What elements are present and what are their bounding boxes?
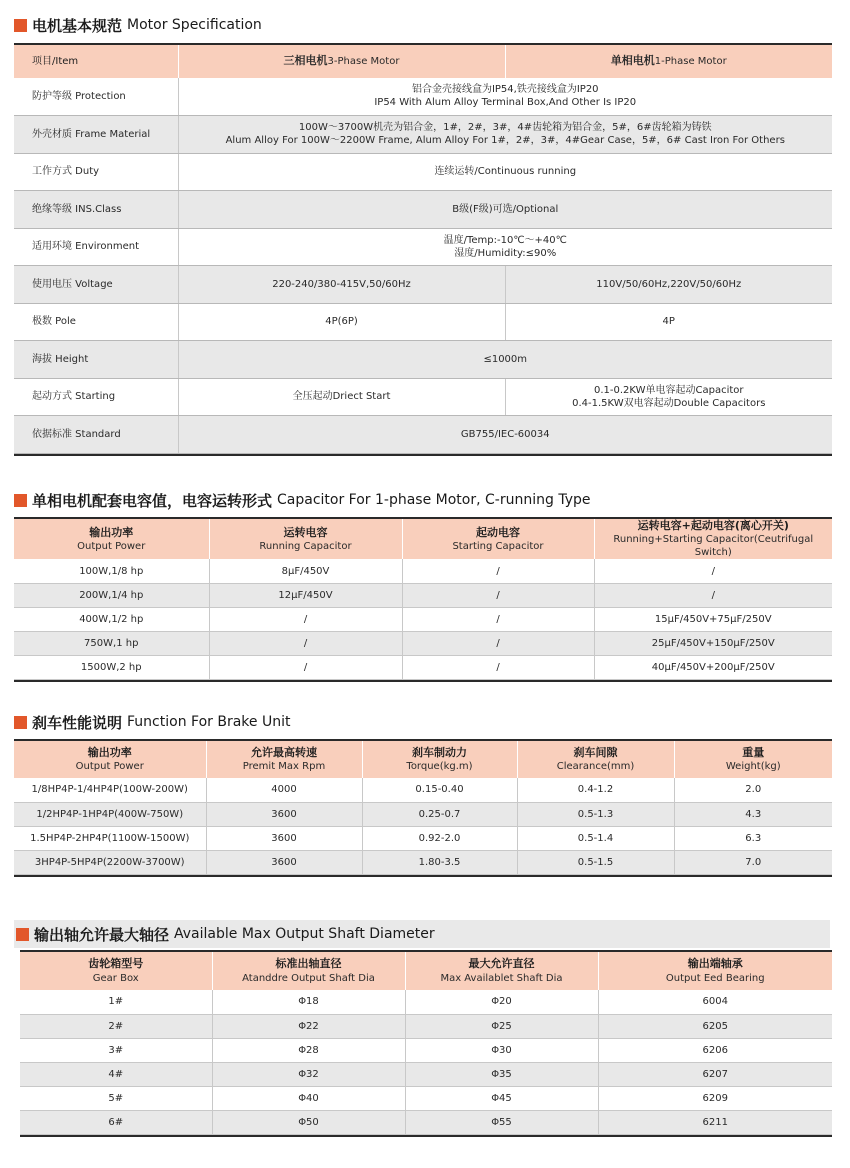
table-cell: Φ55 <box>405 1110 598 1134</box>
motor-spec-section <box>14 14 832 456</box>
row-value: 温度/Temp:-10℃～+40℃ 湿度/Humidity:≤90% <box>178 228 832 265</box>
table-cell: 6205 <box>598 1014 832 1038</box>
row-label: 起动方式 Starting <box>14 378 178 415</box>
table-cell: 0.15-0.40 <box>362 778 517 802</box>
table-cell: 40μF/450V+200μF/250V <box>594 655 832 679</box>
table-cell: 4.3 <box>674 802 832 826</box>
row-label: 绝缘等级 INS.Class <box>14 190 178 228</box>
header-output-power: 输出功率 Output Power <box>77 525 146 552</box>
motor-spec-table <box>14 45 832 454</box>
divider <box>14 454 832 456</box>
table-row <box>14 378 832 415</box>
table-row <box>14 583 832 607</box>
divider <box>20 1135 832 1137</box>
table-cell: 6004 <box>598 990 832 1014</box>
table-cell: 3600 <box>206 850 362 874</box>
table-cell: Φ20 <box>405 990 598 1014</box>
section-title-en: Motor Specification <box>127 17 262 33</box>
section-title-cn: 电机基本规范 <box>32 16 123 35</box>
table-cell: 15μF/450V+75μF/250V <box>594 607 832 631</box>
table-cell: 6211 <box>598 1110 832 1134</box>
table-row <box>20 1110 832 1134</box>
row-value-single: 4P <box>505 303 832 340</box>
table-row <box>14 340 832 378</box>
table-cell: 5# <box>20 1086 212 1110</box>
shaft-table <box>20 952 832 1135</box>
capacitor-heading <box>14 489 832 511</box>
section-title-en: Function For Brake Unit <box>127 714 291 730</box>
header-output-bearing: 输出端轴承 Output Eed Bearing <box>598 952 832 990</box>
table-cell: 0.5-1.5 <box>517 850 674 874</box>
table-cell: 2.0 <box>674 778 832 802</box>
table-row <box>14 655 832 679</box>
table-cell: 6206 <box>598 1038 832 1062</box>
table-cell: / <box>402 655 594 679</box>
row-value: 铝合金壳接线盒为IP54,铁壳接线盒为IP20 IP54 With Alum Alloy Terminal Box,And Other Is IP20 <box>178 78 832 115</box>
header-standard-shaft-dia: 标准出轴直径 Atanddre Output Shaft Dia <box>212 952 405 990</box>
table-row <box>20 1086 832 1110</box>
header-single-phase: 单相电机1-Phase Motor <box>505 45 832 78</box>
table-cell: 4000 <box>206 778 362 802</box>
table-row <box>14 850 832 874</box>
row-value-single: 0.1-0.2KW单电容起动Capacitor 0.4-1.5KW双电容起动Double Capacitors <box>505 378 832 415</box>
row-value-three: 220-240/380-415V,50/60Hz <box>178 265 505 303</box>
table-row <box>14 303 832 340</box>
table-cell: 0.5-1.4 <box>517 826 674 850</box>
row-value: ≤1000m <box>178 340 832 378</box>
table-cell: / <box>209 655 402 679</box>
table-cell: 1.80-3.5 <box>362 850 517 874</box>
table-row <box>20 990 832 1014</box>
row-value-single: 110V/50/60Hz,220V/50/60Hz <box>505 265 832 303</box>
table-cell: Φ45 <box>405 1086 598 1110</box>
section-title-en: Capacitor For 1-phase Motor, C-running Type <box>277 492 591 508</box>
table-row <box>14 826 832 850</box>
table-row <box>14 115 832 153</box>
row-label: 工作方式 Duty <box>14 153 178 190</box>
table-row <box>14 631 832 655</box>
table-cell: 1/8HP4P-1/4HP4P(100W-200W) <box>14 778 206 802</box>
table-cell: 750W,1 hp <box>14 631 209 655</box>
row-label: 依据标准 Standard <box>14 415 178 453</box>
table-cell: 3HP4P-5HP4P(2200W-3700W) <box>14 850 206 874</box>
table-cell: 6# <box>20 1110 212 1134</box>
table-cell: Φ28 <box>212 1038 405 1062</box>
table-cell: / <box>209 607 402 631</box>
table-row <box>14 190 832 228</box>
table-cell: Φ22 <box>212 1014 405 1038</box>
brake-table <box>14 741 832 875</box>
table-cell: 200W,1/4 hp <box>14 583 209 607</box>
table-header-row <box>14 741 832 778</box>
table-cell: 0.92-2.0 <box>362 826 517 850</box>
header-running-starting-capacitor: 运转电容+起动电容(离心开关) Running+Starting Capacitor(Ceutrifugal Switch) <box>594 519 832 559</box>
table-row <box>14 153 832 190</box>
header-weight: 重量 Weight(kg) <box>674 741 832 778</box>
table-cell: / <box>594 583 832 607</box>
table-cell: / <box>402 583 594 607</box>
table-header-row <box>14 519 832 559</box>
table-cell: 6207 <box>598 1062 832 1086</box>
table-cell: / <box>402 631 594 655</box>
table-cell: 12μF/450V <box>209 583 402 607</box>
table-row <box>14 265 832 303</box>
header-max-rpm: 允许最高转速 Premit Max Rpm <box>206 741 362 778</box>
header-max-shaft-dia: 最大允许直径 Max Availablet Shaft Dia <box>405 952 598 990</box>
table-cell: Φ35 <box>405 1062 598 1086</box>
table-cell: 3600 <box>206 802 362 826</box>
table-cell: 400W,1/2 hp <box>14 607 209 631</box>
section-title-cn: 单相电机配套电容值，电容运转形式 <box>32 491 273 510</box>
row-value-three: 全压起动Driect Start <box>178 378 505 415</box>
table-row <box>14 78 832 115</box>
section-title-cn: 刹车性能说明 <box>32 713 123 732</box>
table-cell: 6.3 <box>674 826 832 850</box>
table-cell: 4# <box>20 1062 212 1086</box>
brake-section <box>14 711 832 877</box>
capacitor-table <box>14 519 832 680</box>
table-cell: / <box>209 631 402 655</box>
row-label: 防护等级 Protection <box>14 78 178 115</box>
table-cell: 1.5HP4P-2HP4P(1100W-1500W) <box>14 826 206 850</box>
table-row <box>14 559 832 583</box>
row-value: 100W～3700W机壳为铝合金，1#，2#，3#，4#齿轮箱为铝合金，5#，6#齿轮箱为铸铁 Alum Alloy For 100W～2200W Frame, Alum Alloy For 1#，2#，3#，4#Gear Case，5#，6# Cast Iron For Others <box>178 115 832 153</box>
header-three-phase: 三相电机3-Phase Motor <box>178 45 505 78</box>
table-cell: 1500W,2 hp <box>14 655 209 679</box>
header-item: 项目/Item <box>32 56 79 67</box>
motor-spec-heading <box>14 14 832 36</box>
table-header-row <box>20 952 832 990</box>
section-marker-icon <box>14 19 27 32</box>
table-cell: 0.25-0.7 <box>362 802 517 826</box>
header-running-capacitor: 运转电容 Running Capacitor <box>209 519 402 559</box>
table-cell: 25μF/450V+150μF/250V <box>594 631 832 655</box>
row-value: 连续运转/Continuous running <box>178 153 832 190</box>
row-label: 适用环境 Environment <box>14 228 178 265</box>
table-cell: 1/2HP4P-1HP4P(400W-750W) <box>14 802 206 826</box>
table-cell: Φ25 <box>405 1014 598 1038</box>
table-cell: / <box>402 559 594 583</box>
row-label: 极数 Pole <box>14 303 178 340</box>
shaft-section <box>14 923 832 1137</box>
divider <box>14 680 832 682</box>
table-cell: / <box>594 559 832 583</box>
table-cell: Φ18 <box>212 990 405 1014</box>
table-cell: 7.0 <box>674 850 832 874</box>
table-cell: Φ32 <box>212 1062 405 1086</box>
section-title-cn: 输出轴允许最大轴径 <box>34 925 170 944</box>
table-row <box>20 1014 832 1038</box>
header-output-power: 输出功率 Output Power <box>75 745 144 773</box>
table-row <box>14 607 832 631</box>
table-cell: / <box>402 607 594 631</box>
capacitor-section <box>14 489 832 682</box>
row-value: B级(F级)可选/Optional <box>178 190 832 228</box>
table-row <box>20 1062 832 1086</box>
table-cell: 8μF/450V <box>209 559 402 583</box>
shaft-heading <box>14 923 832 945</box>
table-cell: Φ40 <box>212 1086 405 1110</box>
row-value: GB755/IEC-60034 <box>178 415 832 453</box>
header-torque: 刹车制动力 Torque(kg.m) <box>362 741 517 778</box>
table-cell: 1# <box>20 990 212 1014</box>
table-cell: 0.5-1.3 <box>517 802 674 826</box>
table-row <box>14 802 832 826</box>
table-row <box>20 1038 832 1062</box>
table-cell: Φ50 <box>212 1110 405 1134</box>
table-cell: Φ30 <box>405 1038 598 1062</box>
header-starting-capacitor: 起动电容 Starting Capacitor <box>402 519 594 559</box>
table-cell: 3600 <box>206 826 362 850</box>
divider <box>14 875 832 877</box>
table-row <box>14 415 832 453</box>
row-label: 使用电压 Voltage <box>14 265 178 303</box>
table-cell: 2# <box>20 1014 212 1038</box>
table-header-row <box>14 45 832 78</box>
section-marker-icon <box>14 494 27 507</box>
header-clearance: 刹车间隙 Clearance(mm) <box>517 741 674 778</box>
table-cell: 100W,1/8 hp <box>14 559 209 583</box>
table-cell: 0.4-1.2 <box>517 778 674 802</box>
brake-heading <box>14 711 832 733</box>
row-label: 外壳材质 Frame Material <box>14 115 178 153</box>
section-marker-icon <box>14 716 27 729</box>
row-value-three: 4P(6P) <box>178 303 505 340</box>
section-title-en: Available Max Output Shaft Diameter <box>174 926 435 942</box>
table-row <box>14 228 832 265</box>
section-marker-icon <box>16 928 29 941</box>
row-label: 海拔 Height <box>14 340 178 378</box>
table-cell: 6209 <box>598 1086 832 1110</box>
table-row <box>14 778 832 802</box>
header-gear-box: 齿轮箱型号 Gear Box <box>88 957 144 984</box>
table-cell: 3# <box>20 1038 212 1062</box>
